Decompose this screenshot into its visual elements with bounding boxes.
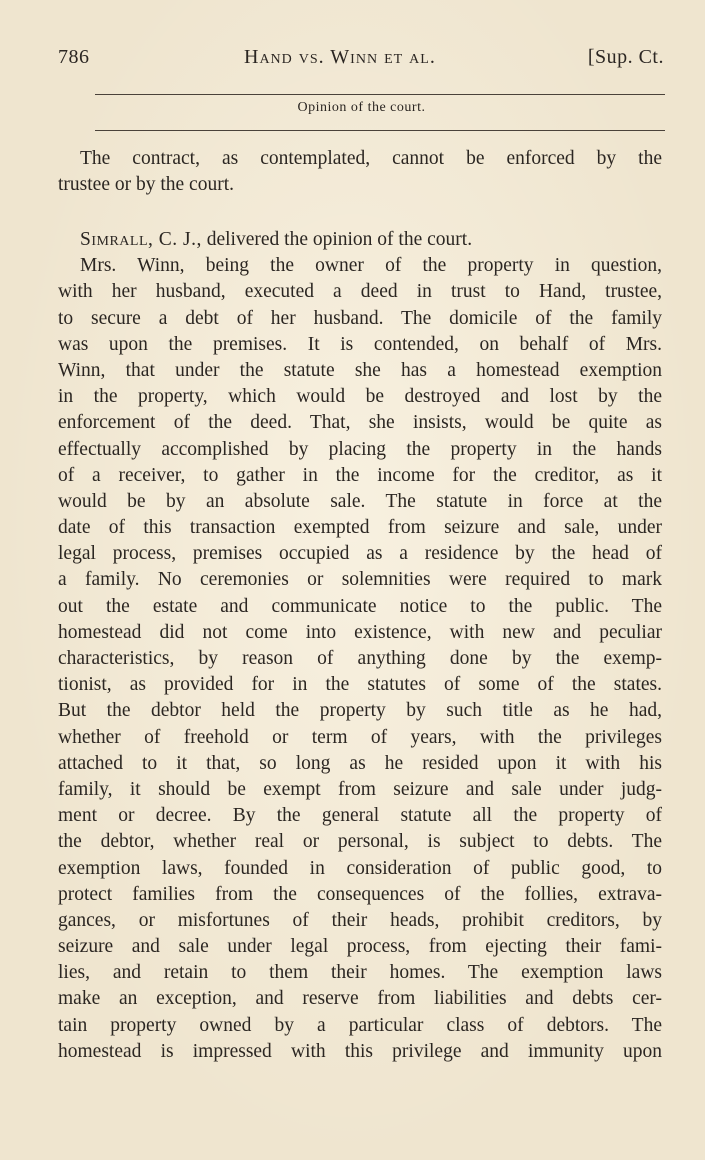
- opinion-line: would be by an absolute sale. The statute in force at the: [58, 490, 662, 512]
- opinion-line: Mrs. Winn, being the owner of the property in question,: [80, 255, 662, 277]
- opinion-line: homestead is impressed with this privilege and immunity upon: [58, 1040, 662, 1062]
- opinion-line: tionist, as provided for in the statutes of some of the states.: [58, 674, 662, 696]
- opinion-line: out the estate and communicate notice to the public. The: [58, 595, 662, 617]
- opinion-line: exemption laws, founded in consideration of public good, to: [58, 857, 662, 879]
- opinion-line: whether of freehold or term of years, with the privileges: [58, 726, 662, 748]
- running-head: [58, 42, 664, 76]
- case-title: Hand vs. Winn et al.: [244, 46, 436, 68]
- opinion-line: family, it should be exempt from seizure and sale under judg-: [58, 778, 662, 800]
- opinion-line: make an exception, and reserve from liabilities and debts cer-: [58, 988, 662, 1010]
- syllabus-line: The contract, as contemplated, cannot be enforced by the: [80, 148, 662, 169]
- syllabus-line: trustee or by the court.: [58, 174, 234, 196]
- opinion-intro-text: delivered the opinion of the court.: [201, 229, 473, 250]
- court-reference: [Sup. Ct.: [587, 46, 664, 68]
- opinion-line: date of this transaction exempted from seizure and sale, under: [58, 517, 662, 539]
- top-rule: [95, 94, 665, 95]
- opinion-line: attached to it that, so long as he resided upon it with his: [58, 752, 662, 774]
- syllabus-paragraph: [58, 146, 662, 198]
- opinion-line: effectually accomplished by placing the property in the hands: [58, 438, 662, 460]
- opinion-line: ment or decree. By the general statute all the property of: [58, 805, 662, 827]
- opinion-line: characteristics, by reason of anything done by the exemp-: [58, 648, 662, 669]
- opinion-line: homestead did not come into existence, with new and peculiar: [58, 621, 662, 643]
- opinion-line: But the debtor held the property by such title as he had,: [58, 700, 662, 722]
- opinion-body: [58, 227, 662, 1065]
- opinion-line: lies, and retain to them their homes. The exemption laws: [58, 962, 662, 984]
- opinion-line: tain property owned by a particular class of debtors. The: [58, 1014, 662, 1036]
- opinion-intro-line: [58, 227, 662, 253]
- opinion-line: of a receiver, to gather in the income for the creditor, as it: [58, 464, 662, 486]
- opinion-line: Winn, that under the statute she has a homestead exemption: [58, 359, 662, 381]
- section-subheading: Opinion of the court.: [297, 100, 426, 115]
- opinion-line: to secure a debt of her husband. The domicile of the family: [58, 307, 662, 329]
- opinion-line: seizure and sale under legal process, from ejecting their fami-: [58, 936, 662, 958]
- opinion-line: legal process, premises occupied as a residence by the head of: [58, 543, 662, 565]
- opinion-line: in the property, which would be destroyed and lost by the: [58, 386, 662, 408]
- opinion-line: was upon the premises. It is contended, on behalf of Mrs.: [58, 333, 662, 355]
- opinion-line: protect families from the consequences of the follies, extrava-: [58, 883, 662, 905]
- bottom-rule: [95, 130, 665, 131]
- page-number: 786: [58, 46, 90, 68]
- opinion-author: Simrall, C. J.,: [80, 229, 202, 250]
- opinion-line: a family. No ceremonies or solemnities were required to mark: [58, 569, 662, 591]
- opinion-line: gances, or misfortunes of their heads, prohibit creditors, by: [58, 909, 662, 931]
- opinion-line: with her husband, executed a deed in trust to Hand, trustee,: [58, 281, 662, 303]
- opinion-line: the debtor, whether real or personal, is subject to debts. The: [58, 831, 662, 853]
- opinion-line: enforcement of the deed. That, she insists, would be quite as: [58, 412, 662, 434]
